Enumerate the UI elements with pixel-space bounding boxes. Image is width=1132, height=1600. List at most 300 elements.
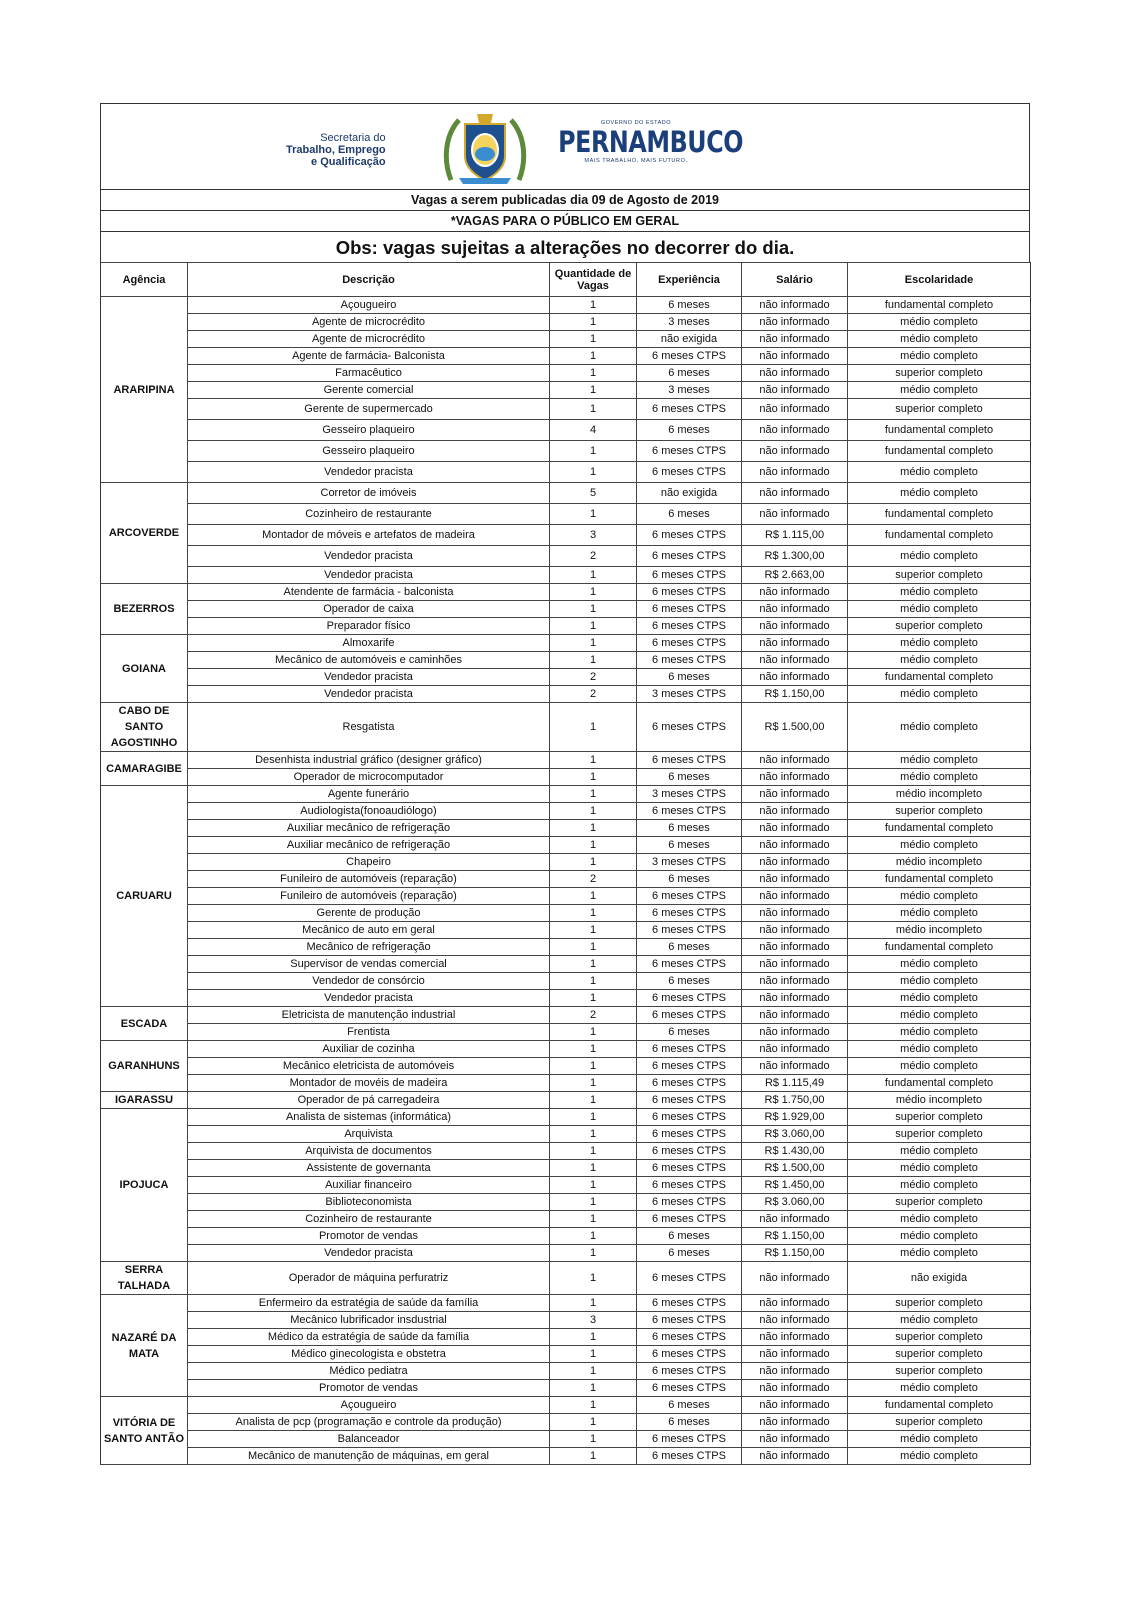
education-cell: médio completo	[848, 973, 1031, 990]
description-cell: Resgatista	[188, 703, 550, 752]
quantity-cell: 1	[550, 584, 637, 601]
quantity-cell: 1	[550, 888, 637, 905]
description-cell: Gerente de produção	[188, 905, 550, 922]
quantity-cell: 1	[550, 1329, 637, 1346]
description-cell: Mecânico de refrigeração	[188, 939, 550, 956]
table-row	[101, 1228, 1031, 1245]
education-cell: médio completo	[848, 348, 1031, 365]
quantity-cell: 1	[550, 1143, 637, 1160]
table-row	[101, 703, 1031, 752]
quantity-cell: 1	[550, 837, 637, 854]
experience-cell: 6 meses	[637, 1397, 742, 1414]
agency-cell: SERRA TALHADA	[101, 1262, 188, 1295]
description-cell: Arquivista de documentos	[188, 1143, 550, 1160]
description-cell: Açougueiro	[188, 297, 550, 314]
salary-cell: não informado	[742, 973, 848, 990]
salary-cell: não informado	[742, 871, 848, 888]
quantity-cell: 3	[550, 1312, 637, 1329]
description-cell: Arquivista	[188, 1126, 550, 1143]
description-cell: Audiologista(fonoaudiólogo)	[188, 803, 550, 820]
salary-cell: R$ 1.750,00	[742, 1092, 848, 1109]
description-cell: Mecânico de manutenção de máquinas, em geral	[188, 1448, 550, 1465]
table-row	[101, 1295, 1031, 1312]
quantity-cell: 1	[550, 1262, 637, 1295]
description-cell: Enfermeiro da estratégia de saúde da família	[188, 1295, 550, 1312]
experience-cell: 6 meses CTPS	[637, 1143, 742, 1160]
education-cell: médio completo	[848, 546, 1031, 567]
education-cell: fundamental completo	[848, 939, 1031, 956]
description-cell: Funileiro de automóveis (reparação)	[188, 888, 550, 905]
description-cell: Vendedor pracista	[188, 686, 550, 703]
quantity-cell: 1	[550, 803, 637, 820]
table-row	[101, 1092, 1031, 1109]
table-row	[101, 652, 1031, 669]
table-row	[101, 1245, 1031, 1262]
table-row	[101, 769, 1031, 786]
description-cell: Funileiro de automóveis (reparação)	[188, 871, 550, 888]
description-cell: Chapeiro	[188, 854, 550, 871]
experience-cell: 6 meses	[637, 769, 742, 786]
description-cell: Vendedor de consórcio	[188, 973, 550, 990]
agency-cell: CAMARAGIBE	[101, 752, 188, 786]
quantity-cell: 1	[550, 1177, 637, 1194]
salary-cell: não informado	[742, 769, 848, 786]
description-cell: Agente funerário	[188, 786, 550, 803]
salary-cell: não informado	[742, 1262, 848, 1295]
agency-cell: IPOJUCA	[101, 1109, 188, 1262]
agency-cell: BEZERROS	[101, 584, 188, 635]
education-cell: médio completo	[848, 483, 1031, 504]
salary-cell: R$ 1.115,49	[742, 1075, 848, 1092]
secretaria-line3: e Qualificação	[311, 156, 386, 168]
experience-cell: 6 meses CTPS	[637, 1329, 742, 1346]
quantity-cell: 1	[550, 820, 637, 837]
education-cell: médio completo	[848, 1312, 1031, 1329]
table-row	[101, 686, 1031, 703]
description-cell: Desenhista industrial gráfico (designer gráfico)	[188, 752, 550, 769]
quantity-cell: 1	[550, 905, 637, 922]
quantity-cell: 1	[550, 786, 637, 803]
salary-cell: não informado	[742, 1363, 848, 1380]
experience-cell: 6 meses CTPS	[637, 1058, 742, 1075]
description-cell: Operador de pá carregadeira	[188, 1092, 550, 1109]
obs-notice: Obs: vagas sujeitas a alterações no decorrer do dia.	[100, 231, 1030, 262]
experience-cell: 6 meses	[637, 973, 742, 990]
table-row	[101, 1363, 1031, 1380]
education-cell: superior completo	[848, 567, 1031, 584]
table-row	[101, 348, 1031, 365]
salary-cell: não informado	[742, 618, 848, 635]
experience-cell: 6 meses	[637, 504, 742, 525]
quantity-cell: 1	[550, 1041, 637, 1058]
salary-cell: não informado	[742, 652, 848, 669]
salary-cell: não informado	[742, 504, 848, 525]
experience-cell: 6 meses	[637, 820, 742, 837]
agency-cell: ARCOVERDE	[101, 483, 188, 584]
salary-cell: não informado	[742, 1346, 848, 1363]
quantity-cell: 1	[550, 297, 637, 314]
experience-cell: 6 meses CTPS	[637, 1160, 742, 1177]
salary-cell: não informado	[742, 365, 848, 382]
experience-cell: 6 meses CTPS	[637, 1109, 742, 1126]
salary-cell: R$ 1.150,00	[742, 1228, 848, 1245]
salary-cell: R$ 1.300,00	[742, 546, 848, 567]
education-cell: médio completo	[848, 1245, 1031, 1262]
experience-cell: 6 meses CTPS	[637, 1448, 742, 1465]
experience-cell: 6 meses CTPS	[637, 567, 742, 584]
education-cell: superior completo	[848, 1414, 1031, 1431]
table-row	[101, 1262, 1031, 1295]
quantity-cell: 1	[550, 956, 637, 973]
description-cell: Açougueiro	[188, 1397, 550, 1414]
experience-cell: 6 meses	[637, 365, 742, 382]
table-row	[101, 483, 1031, 504]
education-cell: médio completo	[848, 1041, 1031, 1058]
salary-cell: R$ 1.500,00	[742, 1160, 848, 1177]
experience-cell: 6 meses CTPS	[637, 752, 742, 769]
quantity-cell: 1	[550, 504, 637, 525]
description-cell: Mecânico de auto em geral	[188, 922, 550, 939]
description-cell: Mecânico de automóveis e caminhões	[188, 652, 550, 669]
education-cell: fundamental completo	[848, 820, 1031, 837]
education-cell: médio completo	[848, 462, 1031, 483]
experience-cell: 6 meses CTPS	[637, 525, 742, 546]
education-cell: médio completo	[848, 888, 1031, 905]
table-row	[101, 786, 1031, 803]
quantity-cell: 1	[550, 314, 637, 331]
quantity-cell: 4	[550, 420, 637, 441]
quantity-cell: 1	[550, 1363, 637, 1380]
experience-cell: 6 meses	[637, 1245, 742, 1262]
table-row	[101, 922, 1031, 939]
table-row	[101, 525, 1031, 546]
quantity-cell: 3	[550, 525, 637, 546]
table-row	[101, 618, 1031, 635]
table-row	[101, 837, 1031, 854]
description-cell: Vendedor pracista	[188, 990, 550, 1007]
quantity-cell: 2	[550, 686, 637, 703]
description-cell: Auxiliar mecânico de refrigeração	[188, 837, 550, 854]
secretaria-logo	[286, 132, 386, 168]
experience-cell: 6 meses CTPS	[637, 1312, 742, 1329]
quantity-cell: 1	[550, 1346, 637, 1363]
table-row	[101, 1194, 1031, 1211]
col-escolaridade: Escolaridade	[848, 263, 1031, 297]
quantity-cell: 1	[550, 769, 637, 786]
table-row	[101, 297, 1031, 314]
description-cell: Agente de microcrédito	[188, 331, 550, 348]
quantity-cell: 1	[550, 348, 637, 365]
education-cell: fundamental completo	[848, 504, 1031, 525]
education-cell: médio completo	[848, 1007, 1031, 1024]
experience-cell: 6 meses	[637, 871, 742, 888]
date-banner: Vagas a serem publicadas dia 09 de Agosto de 2019	[100, 189, 1030, 210]
description-cell: Supervisor de vendas comercial	[188, 956, 550, 973]
salary-cell: R$ 1.115,00	[742, 525, 848, 546]
salary-cell: não informado	[742, 888, 848, 905]
quantity-cell: 1	[550, 399, 637, 420]
salary-cell: não informado	[742, 956, 848, 973]
education-cell: superior completo	[848, 803, 1031, 820]
experience-cell: 6 meses	[637, 1024, 742, 1041]
description-cell: Médico pediatra	[188, 1363, 550, 1380]
salary-cell: não informado	[742, 584, 848, 601]
experience-cell: 6 meses CTPS	[637, 1295, 742, 1312]
table-row	[101, 1160, 1031, 1177]
table-row	[101, 1431, 1031, 1448]
quantity-cell: 1	[550, 752, 637, 769]
secretaria-line2: Trabalho, Emprego	[286, 144, 386, 156]
col-descricao: Descrição	[188, 263, 550, 297]
table-row	[101, 1177, 1031, 1194]
salary-cell: não informado	[742, 905, 848, 922]
agency-cell: CABO DE SANTO AGOSTINHO	[101, 703, 188, 752]
experience-cell: 6 meses	[637, 669, 742, 686]
experience-cell: 6 meses CTPS	[637, 922, 742, 939]
table-row	[101, 382, 1031, 399]
agency-cell: ESCADA	[101, 1007, 188, 1041]
experience-cell: 6 meses CTPS	[637, 703, 742, 752]
salary-cell: R$ 1.929,00	[742, 1109, 848, 1126]
experience-cell: 6 meses CTPS	[637, 1431, 742, 1448]
salary-cell: não informado	[742, 669, 848, 686]
description-cell: Almoxarife	[188, 635, 550, 652]
description-cell: Mecânico eletricista de automóveis	[188, 1058, 550, 1075]
quantity-cell: 1	[550, 973, 637, 990]
salary-cell: não informado	[742, 1211, 848, 1228]
education-cell: superior completo	[848, 399, 1031, 420]
experience-cell: 3 meses CTPS	[637, 786, 742, 803]
description-cell: Biblioteconomista	[188, 1194, 550, 1211]
quantity-cell: 1	[550, 382, 637, 399]
table-row	[101, 1075, 1031, 1092]
education-cell: médio completo	[848, 1058, 1031, 1075]
education-cell: fundamental completo	[848, 525, 1031, 546]
quantity-cell: 1	[550, 567, 637, 584]
experience-cell: 6 meses CTPS	[637, 635, 742, 652]
slogan: MAIS TRABALHO, MAIS FUTURO.	[584, 158, 688, 164]
table-row	[101, 399, 1031, 420]
salary-cell: não informado	[742, 601, 848, 618]
public-banner: *VAGAS PARA O PÚBLICO EM GERAL	[100, 210, 1030, 231]
table-row	[101, 635, 1031, 652]
experience-cell: 6 meses CTPS	[637, 1380, 742, 1397]
salary-cell: R$ 3.060,00	[742, 1126, 848, 1143]
experience-cell: não exigida	[637, 483, 742, 504]
education-cell: fundamental completo	[848, 441, 1031, 462]
quantity-cell: 1	[550, 1414, 637, 1431]
description-cell: Cozinheiro de restaurante	[188, 504, 550, 525]
experience-cell: 6 meses CTPS	[637, 1075, 742, 1092]
table-row	[101, 1143, 1031, 1160]
description-cell: Vendedor pracista	[188, 669, 550, 686]
secretaria-line1: Secretaria do	[320, 132, 386, 144]
job-listing-sheet	[100, 103, 1030, 1465]
description-cell: Montador de móveis e artefatos de madeira	[188, 525, 550, 546]
salary-cell: R$ 1.500,00	[742, 703, 848, 752]
experience-cell: 6 meses CTPS	[637, 956, 742, 973]
quantity-cell: 2	[550, 669, 637, 686]
salary-cell: não informado	[742, 752, 848, 769]
education-cell: superior completo	[848, 618, 1031, 635]
table-header-row	[101, 263, 1031, 297]
education-cell: médio completo	[848, 990, 1031, 1007]
table-row	[101, 1007, 1031, 1024]
description-cell: Cozinheiro de restaurante	[188, 1211, 550, 1228]
table-row	[101, 871, 1031, 888]
experience-cell: 6 meses CTPS	[637, 399, 742, 420]
experience-cell: 6 meses CTPS	[637, 1092, 742, 1109]
description-cell: Assistente de governanta	[188, 1160, 550, 1177]
table-row	[101, 669, 1031, 686]
quantity-cell: 1	[550, 1194, 637, 1211]
quantity-cell: 1	[550, 1160, 637, 1177]
education-cell: médio completo	[848, 1431, 1031, 1448]
education-cell: fundamental completo	[848, 669, 1031, 686]
education-cell: médio completo	[848, 314, 1031, 331]
experience-cell: não exigida	[637, 331, 742, 348]
salary-cell: não informado	[742, 1448, 848, 1465]
salary-cell: não informado	[742, 837, 848, 854]
education-cell: médio completo	[848, 635, 1031, 652]
quantity-cell: 1	[550, 1245, 637, 1262]
salary-cell: não informado	[742, 441, 848, 462]
quantity-cell: 1	[550, 462, 637, 483]
salary-cell: R$ 1.150,00	[742, 686, 848, 703]
quantity-cell: 1	[550, 1295, 637, 1312]
vacancies-table	[100, 262, 1031, 1465]
education-cell: superior completo	[848, 1295, 1031, 1312]
agency-cell: VITÓRIA DE SANTO ANTÃO	[101, 1397, 188, 1465]
quantity-cell: 1	[550, 652, 637, 669]
education-cell: médio completo	[848, 956, 1031, 973]
table-row	[101, 504, 1031, 525]
description-cell: Frentista	[188, 1024, 550, 1041]
quantity-cell: 1	[550, 1024, 637, 1041]
quantity-cell: 1	[550, 635, 637, 652]
agency-cell: NAZARÉ DA MATA	[101, 1295, 188, 1397]
description-cell: Vendedor pracista	[188, 567, 550, 584]
salary-cell: não informado	[742, 1024, 848, 1041]
quantity-cell: 1	[550, 1126, 637, 1143]
quantity-cell: 1	[550, 1092, 637, 1109]
experience-cell: 6 meses CTPS	[637, 803, 742, 820]
table-row	[101, 803, 1031, 820]
education-cell: superior completo	[848, 1363, 1031, 1380]
table-row	[101, 1448, 1031, 1465]
experience-cell: 6 meses CTPS	[637, 546, 742, 567]
agency-cell: IGARASSU	[101, 1092, 188, 1109]
experience-cell: 6 meses CTPS	[637, 1041, 742, 1058]
table-row	[101, 462, 1031, 483]
description-cell: Auxiliar mecânico de refrigeração	[188, 820, 550, 837]
education-cell: médio completo	[848, 1160, 1031, 1177]
experience-cell: 6 meses	[637, 1228, 742, 1245]
education-cell: médio completo	[848, 601, 1031, 618]
education-cell: médio completo	[848, 686, 1031, 703]
education-cell: fundamental completo	[848, 1075, 1031, 1092]
education-cell: fundamental completo	[848, 871, 1031, 888]
education-cell: superior completo	[848, 1109, 1031, 1126]
pernambuco-logo	[541, 120, 744, 180]
education-cell: médio completo	[848, 1143, 1031, 1160]
table-row	[101, 1329, 1031, 1346]
table-row	[101, 888, 1031, 905]
experience-cell: 3 meses CTPS	[637, 854, 742, 871]
salary-cell: não informado	[742, 1058, 848, 1075]
table-row	[101, 1380, 1031, 1397]
salary-cell: R$ 1.450,00	[742, 1177, 848, 1194]
education-cell: superior completo	[848, 365, 1031, 382]
experience-cell: 6 meses CTPS	[637, 652, 742, 669]
experience-cell: 6 meses CTPS	[637, 462, 742, 483]
experience-cell: 6 meses CTPS	[637, 601, 742, 618]
education-cell: superior completo	[848, 1194, 1031, 1211]
description-cell: Gesseiro plaqueiro	[188, 441, 550, 462]
salary-cell: não informado	[742, 939, 848, 956]
table-row	[101, 601, 1031, 618]
quantity-cell: 1	[550, 922, 637, 939]
salary-cell: não informado	[742, 1397, 848, 1414]
table-row	[101, 1041, 1031, 1058]
experience-cell: 6 meses	[637, 837, 742, 854]
education-cell: médio completo	[848, 584, 1031, 601]
salary-cell: não informado	[742, 314, 848, 331]
table-row	[101, 1312, 1031, 1329]
description-cell: Balanceador	[188, 1431, 550, 1448]
salary-cell: não informado	[742, 331, 848, 348]
experience-cell: 6 meses CTPS	[637, 1126, 742, 1143]
experience-cell: 6 meses CTPS	[637, 441, 742, 462]
quantity-cell: 1	[550, 1211, 637, 1228]
description-cell: Promotor de vendas	[188, 1380, 550, 1397]
coat-of-arms-icon	[441, 110, 529, 186]
education-cell: médio completo	[848, 652, 1031, 669]
quantity-cell: 1	[550, 1431, 637, 1448]
description-cell: Eletricista de manutenção industrial	[188, 1007, 550, 1024]
agency-cell: GOIANA	[101, 635, 188, 703]
salary-cell: não informado	[742, 786, 848, 803]
salary-cell: R$ 2.663,00	[742, 567, 848, 584]
table-row	[101, 331, 1031, 348]
quantity-cell: 1	[550, 1058, 637, 1075]
salary-cell: não informado	[742, 297, 848, 314]
salary-cell: R$ 1.430,00	[742, 1143, 848, 1160]
table-row	[101, 1058, 1031, 1075]
education-cell: médio completo	[848, 703, 1031, 752]
education-cell: médio completo	[848, 752, 1031, 769]
description-cell: Vendedor pracista	[188, 462, 550, 483]
quantity-cell: 1	[550, 331, 637, 348]
description-cell: Gerente de supermercado	[188, 399, 550, 420]
table-row	[101, 441, 1031, 462]
experience-cell: 6 meses	[637, 297, 742, 314]
experience-cell: 6 meses	[637, 420, 742, 441]
experience-cell: 3 meses	[637, 382, 742, 399]
description-cell: Vendedor pracista	[188, 1245, 550, 1262]
table-row	[101, 973, 1031, 990]
experience-cell: 6 meses CTPS	[637, 1211, 742, 1228]
salary-cell: não informado	[742, 1312, 848, 1329]
description-cell: Auxiliar de cozinha	[188, 1041, 550, 1058]
table-row	[101, 1126, 1031, 1143]
experience-cell: 6 meses CTPS	[637, 1007, 742, 1024]
salary-cell: não informado	[742, 462, 848, 483]
description-cell: Preparador físico	[188, 618, 550, 635]
description-cell: Operador de máquina perfuratriz	[188, 1262, 550, 1295]
table-row	[101, 567, 1031, 584]
education-cell: não exigida	[848, 1262, 1031, 1295]
